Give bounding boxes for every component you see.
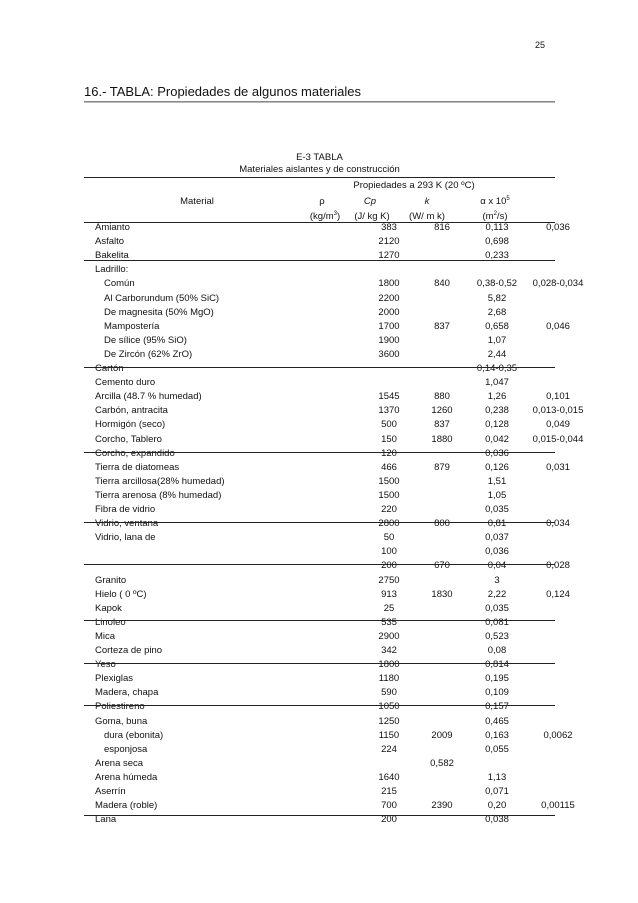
table-row	[84, 264, 555, 277]
table-row	[84, 222, 570, 235]
cell-density: 215	[381, 786, 397, 797]
table-row	[84, 645, 555, 658]
cell-density: 50	[383, 532, 395, 544]
cell-material: Tierra de diatomeas	[95, 461, 180, 473]
table-row	[84, 236, 555, 249]
alpha-unit-exponent: 2	[493, 211, 497, 217]
cell-material: Aserrín	[95, 786, 126, 797]
cell-specific-heat: 670	[434, 560, 450, 572]
rho-unit-exponent: 3	[333, 211, 337, 217]
section-title: 16.- TABLA: Propiedades de algunos materiales	[84, 84, 362, 99]
header-alpha-exponent: 5	[506, 196, 510, 202]
table-row	[84, 729, 573, 743]
table-row	[84, 716, 555, 729]
cell-specific-heat: 837	[434, 419, 450, 431]
cell-material: Corcho, expandido	[95, 447, 175, 459]
cell-material: Plexiglas	[95, 673, 134, 685]
cell-conductivity: 0,035	[485, 602, 509, 614]
cell-diffusivity: 0,049	[546, 419, 570, 431]
table-row	[84, 772, 555, 785]
cell-conductivity: 0,233	[485, 250, 509, 262]
cell-density: 1545	[378, 391, 400, 403]
group-rule	[84, 663, 555, 664]
cell-diffusivity: 0,034	[546, 518, 570, 530]
cell-material: Hormigón (seco)	[95, 419, 166, 431]
cell-density: 1150	[378, 729, 400, 741]
cell-conductivity: 0,81	[487, 518, 507, 530]
cell-material: Arena seca	[95, 757, 144, 769]
table-row	[84, 448, 555, 461]
table-row	[84, 490, 555, 503]
cell-density: 1640	[378, 771, 400, 783]
cell-density: 1370	[378, 405, 400, 417]
cell-specific-heat: 800	[434, 518, 450, 530]
cell-diffusivity: 0,013-0,015	[532, 405, 584, 417]
cell-conductivity: 1,05	[487, 489, 507, 501]
cell-conductivity: 0,071	[485, 786, 509, 797]
cell-specific-heat: 2390	[431, 800, 453, 812]
cell-conductivity: 1,26	[487, 391, 507, 403]
cell-conductivity: 2,44	[487, 348, 507, 360]
cell-density: 1050	[378, 701, 400, 713]
cell-conductivity: 0,20	[487, 800, 507, 812]
cell-diffusivity: 0,124	[546, 588, 570, 600]
cell-density: 1270	[378, 250, 400, 262]
cell-specific-heat: 879	[434, 461, 450, 473]
group-rule	[84, 620, 555, 621]
cell-density: 700	[381, 800, 397, 812]
cell-conductivity: 1,07	[487, 334, 507, 346]
cell-conductivity: 0,08	[487, 645, 507, 656]
cell-material: esponjosa	[104, 743, 148, 755]
header-group-label: Propiedades a 293 K (20 ºC)	[353, 180, 475, 191]
table-row	[84, 419, 570, 432]
cell-material: Amianto	[95, 222, 130, 233]
header-k-unit: (W/ m k)	[409, 211, 445, 222]
header-cp: Cp	[363, 196, 377, 207]
page-number: 25	[535, 40, 546, 50]
cell-conductivity: 0,814	[485, 659, 509, 671]
table-row	[84, 250, 555, 263]
cell-density: 1500	[378, 489, 400, 501]
cell-material: Linoleo	[95, 616, 126, 628]
cell-material: dura (ebonita)	[104, 729, 164, 741]
table-row	[84, 546, 555, 559]
cell-conductivity: 0,038	[485, 814, 509, 826]
header-k: k	[424, 196, 430, 207]
cell-material: Yeso	[95, 659, 116, 671]
cell-diffusivity: 0,031	[546, 461, 570, 473]
cell-density: 2120	[378, 236, 400, 248]
cell-conductivity: 0,036	[485, 447, 509, 459]
table-row	[84, 603, 555, 616]
cell-conductivity: 0,128	[485, 419, 509, 431]
cell-density: 200	[381, 560, 397, 572]
cell-material: Madera (roble)	[95, 800, 158, 812]
cell-conductivity: 2,68	[487, 306, 507, 318]
cell-material: Mampostería	[104, 320, 160, 332]
cell-material: Arcilla (48.7 % humedad)	[95, 391, 202, 403]
cell-diffusivity: 0,101	[546, 391, 570, 403]
table-row	[84, 701, 555, 714]
cell-density: 466	[381, 461, 397, 473]
cell-density: 913	[381, 588, 397, 600]
cell-diffusivity: 0,046	[546, 320, 570, 332]
cell-density: 1700	[378, 320, 400, 332]
alpha-unit-base: (m	[482, 211, 494, 223]
cell-conductivity: 1,51	[487, 475, 507, 487]
cell-specific-heat: 1260	[431, 405, 453, 417]
cell-conductivity: 0,698	[485, 236, 509, 248]
cell-conductivity: 0,042	[485, 433, 509, 445]
group-rule	[84, 522, 555, 523]
header-rho-unit	[310, 211, 340, 222]
cell-material: De magnesita (50% MgO)	[104, 306, 214, 318]
cell-conductivity: 0,04	[487, 560, 507, 572]
cell-conductivity: 0,195	[485, 673, 509, 685]
table-row	[84, 363, 555, 376]
table-row	[84, 307, 555, 320]
cell-material: Granito	[95, 574, 127, 586]
cell-density: 1800	[378, 659, 400, 671]
cell-density: 2800	[378, 518, 400, 530]
header-rho: ρ	[319, 196, 325, 207]
cell-conductivity: 1,13	[487, 771, 507, 783]
table-row	[84, 575, 555, 588]
table-row	[84, 744, 555, 757]
cell-specific-heat: 837	[434, 320, 450, 332]
cell-density: 1180	[378, 673, 400, 685]
table-row	[84, 532, 555, 545]
table-row	[84, 617, 555, 630]
table-row	[84, 377, 555, 390]
cell-material: Madera, chapa	[95, 687, 159, 699]
table-row	[84, 659, 555, 672]
cell-conductivity: 1,047	[485, 377, 509, 389]
cell-material: Lana	[95, 814, 117, 826]
cell-conductivity: 0,157	[485, 701, 509, 713]
table-row	[84, 814, 555, 827]
table-row	[84, 800, 575, 813]
cell-material: Cemento duro	[95, 377, 156, 389]
cell-material: Poliestireno	[95, 701, 145, 713]
cell-conductivity: 0,238	[485, 405, 509, 417]
cell-material: Vidrio, ventana	[95, 518, 159, 530]
header-cp-unit: (J/ kg K)	[354, 211, 390, 222]
cell-material: Ladrillo:	[95, 264, 129, 276]
cell-material: Fibra de vidrio	[95, 504, 156, 515]
cell-conductivity: 0,38-0,52	[476, 278, 518, 290]
cell-density: 200	[381, 814, 397, 826]
cell-specific-heat: 840	[434, 278, 450, 290]
cell-material: Carbón, antracita	[95, 405, 168, 417]
cell-conductivity: 2,22	[487, 588, 507, 600]
table-row	[84, 461, 570, 475]
cell-diffusivity: 0,00115	[541, 800, 575, 812]
table-top-rule	[84, 177, 555, 178]
table-row	[84, 758, 555, 771]
cell-conductivity: 0,126	[485, 461, 509, 473]
cell-material: Corteza de pino	[95, 645, 163, 656]
cell-material: Bakelita	[95, 250, 129, 262]
cell-density: 535	[381, 616, 397, 628]
cell-conductivity: 0,109	[485, 687, 509, 699]
table-row	[84, 278, 584, 291]
header-alpha-symbol: α x 10	[480, 196, 507, 208]
cell-conductivity: 0,055	[485, 743, 509, 755]
table-row	[84, 335, 555, 348]
table-row	[84, 588, 570, 602]
cell-conductivity: 0,465	[485, 715, 509, 727]
rho-unit-base: (kg/m	[309, 211, 334, 223]
cell-conductivity: 0,163	[485, 729, 509, 741]
cell-density: 1250	[378, 715, 400, 727]
cell-conductivity: 0,523	[485, 630, 509, 642]
table-caption-number: E-3 TABLA	[296, 152, 343, 163]
table-row	[84, 405, 584, 418]
cell-diffusivity: 0,0062	[543, 729, 573, 741]
cell-material: Común	[104, 278, 135, 290]
cell-density: 383	[381, 222, 397, 233]
cell-material: Kapok	[95, 602, 122, 614]
cell-material: Al Carborundum (50% SiC)	[104, 292, 220, 304]
cell-density: 342	[381, 645, 397, 656]
table-row	[84, 673, 555, 686]
cell-material: Hielo ( 0 ºC)	[95, 588, 147, 600]
cell-density: 25	[383, 602, 395, 614]
group-rule	[84, 705, 555, 706]
cell-specific-heat: 816	[434, 222, 450, 233]
cell-material: Corcho, Tablero	[95, 433, 162, 445]
cell-density: 1500	[378, 475, 400, 487]
table-row	[84, 786, 555, 799]
cell-density: 500	[381, 419, 397, 431]
table-row	[84, 293, 555, 306]
cell-density: 2000	[378, 306, 400, 318]
cell-conductivity: 0,037	[485, 532, 509, 544]
cell-material: De sílice (95% SiO)	[104, 334, 187, 346]
cell-conductivity: 0,035	[485, 504, 509, 515]
cell-conductivity: 0,081	[485, 616, 509, 628]
group-rule	[84, 260, 555, 261]
cell-specific-heat: 2009	[431, 729, 453, 741]
cell-density: 100	[381, 546, 397, 558]
cell-material: De Zircón (62% ZrO)	[104, 348, 193, 360]
cell-density: 120	[381, 447, 397, 459]
cell-density: 590	[381, 687, 397, 699]
cell-density: 2200	[378, 292, 400, 304]
table-row	[84, 560, 570, 573]
cell-density: 220	[381, 504, 397, 515]
table-caption-title: Materiales aislantes y de construcción	[239, 164, 400, 175]
cell-density: 224	[381, 743, 397, 755]
cell-specific-heat: 0,582	[430, 757, 454, 769]
table-row	[84, 518, 570, 531]
cell-material: Tierra arcillosa(28% humedad)	[95, 475, 225, 487]
table-row	[84, 687, 555, 700]
table-bottom-rule	[84, 815, 555, 816]
cell-density: 2750	[378, 574, 400, 586]
cell-density: 150	[381, 433, 397, 445]
cell-material: Arena húmeda	[95, 771, 158, 783]
cell-specific-heat: 1880	[431, 433, 453, 445]
cell-material: Mica	[95, 630, 116, 642]
cell-material: Cartón	[95, 363, 124, 374]
header-alpha-unit	[483, 211, 508, 222]
header-alpha	[480, 196, 509, 207]
alpha-unit-close: /s)	[496, 211, 508, 223]
table-row	[84, 476, 555, 489]
group-rule	[84, 452, 555, 453]
header-material: Material	[180, 196, 214, 207]
cell-conductivity: 0,658	[485, 320, 509, 332]
cell-diffusivity: 0,028-0,034	[532, 278, 584, 290]
cell-material: Tierra arenosa (8% humedad)	[95, 489, 222, 501]
cell-density: 2900	[378, 630, 400, 642]
cell-specific-heat: 880	[434, 391, 450, 403]
cell-material: Vidrio, lana de	[95, 532, 156, 544]
cell-conductivity: 0,113	[485, 222, 509, 233]
table-row	[84, 433, 584, 447]
cell-density: 1800	[378, 278, 400, 290]
cell-conductivity: 0,14-0,35	[476, 363, 518, 374]
table-row	[84, 349, 555, 362]
cell-diffusivity: 0,036	[546, 222, 570, 233]
cell-density: 3600	[378, 348, 400, 360]
table-row	[84, 504, 555, 517]
cell-material: Asfalto	[95, 236, 125, 248]
rho-unit-close: )	[336, 211, 341, 223]
cell-diffusivity: 0,015-0,044	[532, 433, 584, 445]
group-rule	[84, 564, 555, 565]
cell-conductivity: 5,82	[487, 292, 507, 304]
cell-material: Goma, buna	[95, 715, 148, 727]
cell-conductivity: 0,036	[485, 546, 509, 558]
cell-specific-heat: 1830	[431, 588, 453, 600]
cell-diffusivity: 0,028	[546, 560, 570, 572]
title-rule	[84, 101, 555, 103]
table-row	[84, 320, 570, 334]
group-rule	[84, 367, 555, 368]
table-row	[84, 631, 555, 644]
cell-conductivity: 3	[494, 574, 500, 586]
table-row	[84, 391, 570, 404]
cell-density: 1900	[378, 334, 400, 346]
